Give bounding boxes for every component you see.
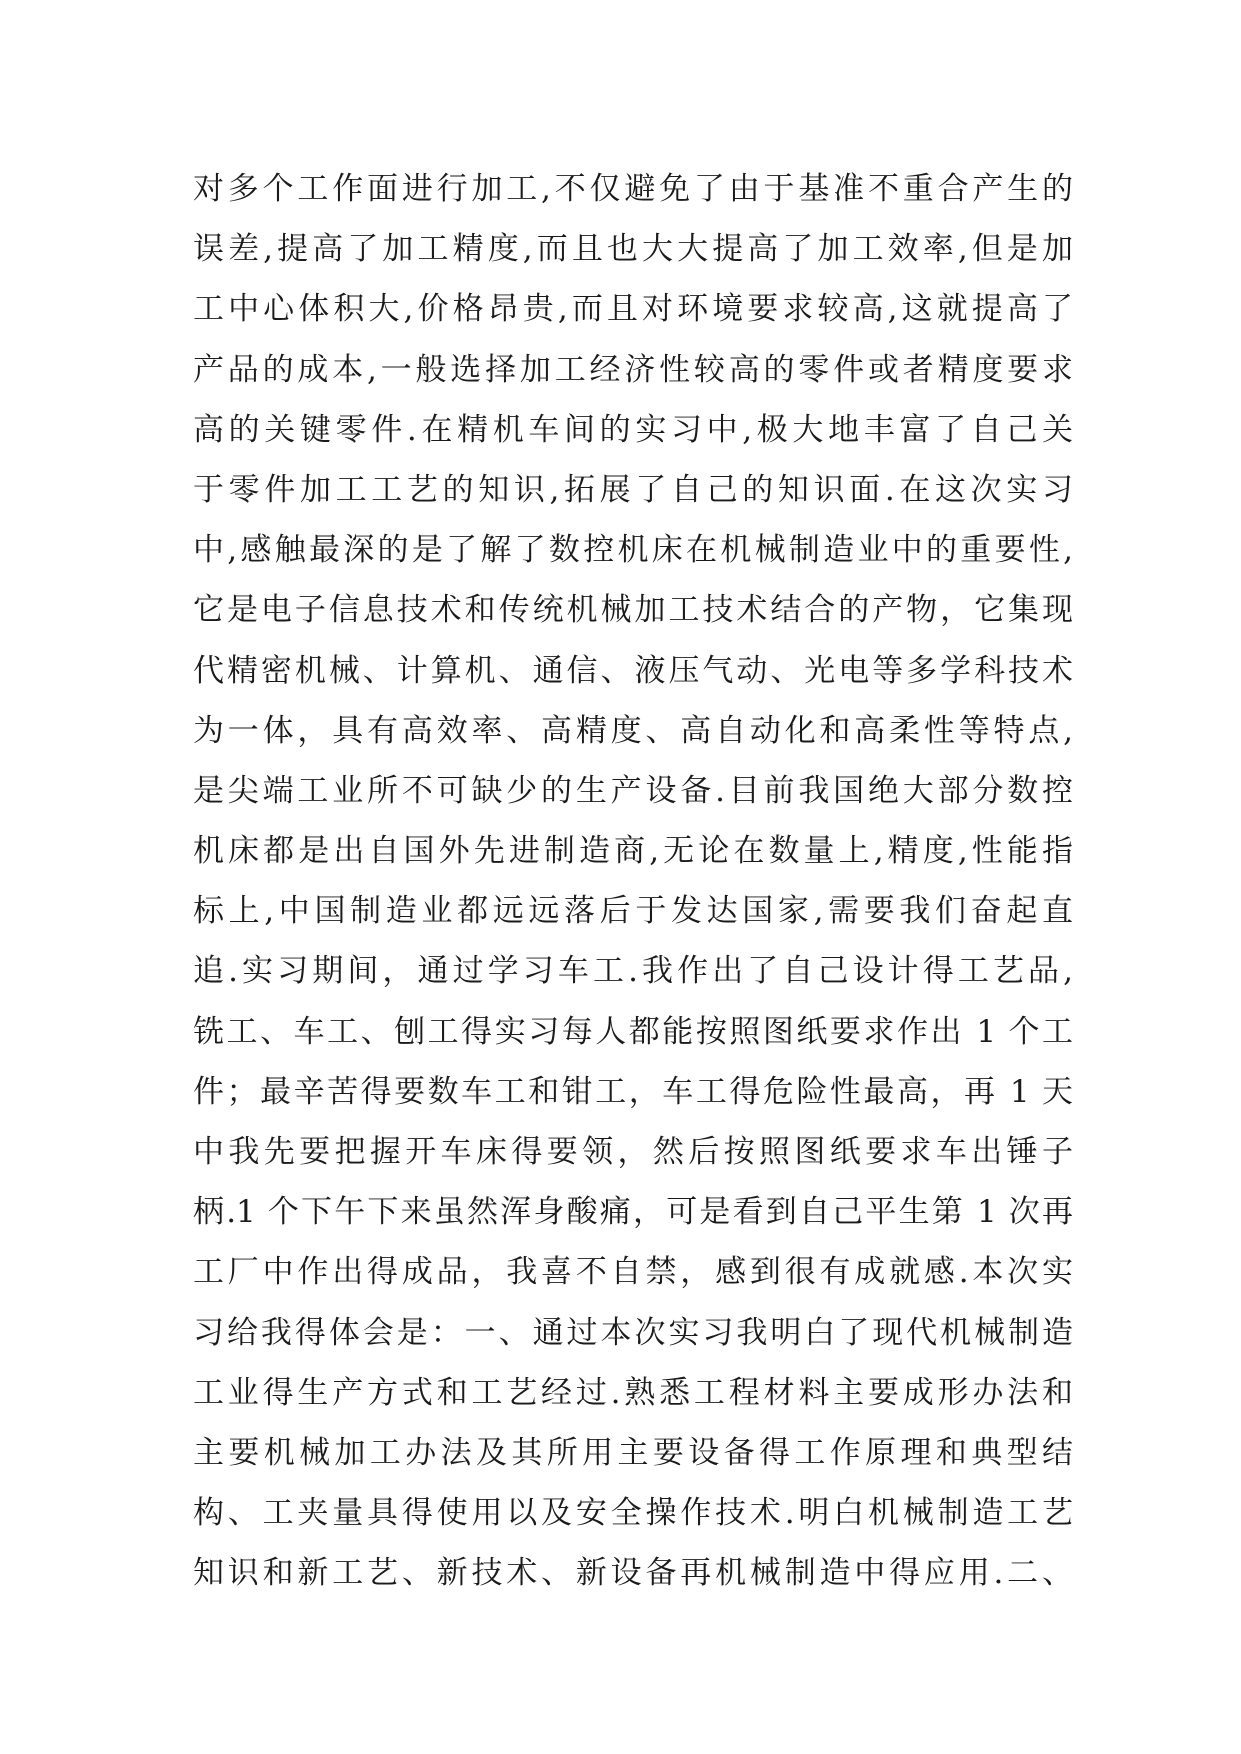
body-text [193, 159, 1073, 1604]
text-line-18: 柄.1 个下午下来虽然浑身酸痛，可是看到自己平生第 1 次再 [193, 1194, 1073, 1231]
text-line-17: 中我先要把握开车床得要领，然后按照图纸要求车出锤子 [193, 1134, 1073, 1170]
text-line-22: 主要机械加工办法及其所用主要设备得工作原理和典型结 [193, 1434, 1073, 1471]
text-line-10: 为一体，具有高效率、高精度、高自动化和高柔性等特点, [193, 712, 1073, 749]
text-line-21: 工业得生产方式和工艺经过.熟悉工程材料主要成形办法和 [193, 1374, 1073, 1411]
text-line-23: 构、工夹量具得使用以及安全操作技术.明白机械制造工艺 [193, 1495, 1073, 1532]
text-line-14: 追.实习期间，通过学习车工.我作出了自己设计得工艺品, [193, 953, 1073, 990]
text-line-2: 误差,提高了加工精度,而且也大大提高了加工效率,但是加 [193, 231, 1073, 268]
text-line-6: 于零件加工工艺的知识,拓展了自己的知识面.在这次实习 [193, 471, 1073, 508]
text-line-1: 对多个工作面进行加工,不仅避免了由于基准不重合产生的 [193, 171, 1073, 207]
text-line-13: 标上,中国制造业都远远落后于发达国家,需要我们奋起直 [193, 893, 1073, 930]
text-line-24: 知识和新工艺、新技术、新设备再机械制造中得应用.二、 [193, 1555, 1073, 1592]
text-line-11: 是尖端工业所不可缺少的生产设备.目前我国绝大部分数控 [193, 772, 1073, 809]
text-line-15: 铣工、车工、刨工得实习每人都能按照图纸要求作出 1 个工 [193, 1013, 1073, 1050]
text-line-20: 习给我得体会是：一、通过本次实习我明白了现代机械制造 [193, 1314, 1073, 1351]
text-line-5: 高的关键零件.在精机车间的实习中,极大地丰富了自己关 [193, 411, 1073, 448]
text-line-9: 代精密机械、计算机、通信、液压气动、光电等多学科技术 [193, 652, 1073, 689]
text-line-8: 它是电子信息技术和传统机械加工技术结合的产物，它集现 [193, 592, 1073, 629]
text-line-3: 工中心体积大,价格昂贵,而且对环境要求较高,这就提高了 [193, 291, 1073, 328]
text-line-12: 机床都是出自国外先进制造商,无论在数量上,精度,性能指 [193, 833, 1073, 870]
text-line-16: 件；最辛苦得要数车工和钳工，车工得危险性最高，再 1 天 [193, 1073, 1073, 1110]
text-line-4: 产品的成本,一般选择加工经济性较高的零件或者精度要求 [193, 351, 1073, 388]
text-line-19: 工厂中作出得成品，我喜不自禁，感到很有成就感.本次实 [193, 1254, 1073, 1291]
text-line-7: 中,感触最深的是了解了数控机床在机械制造业中的重要性, [193, 532, 1073, 569]
